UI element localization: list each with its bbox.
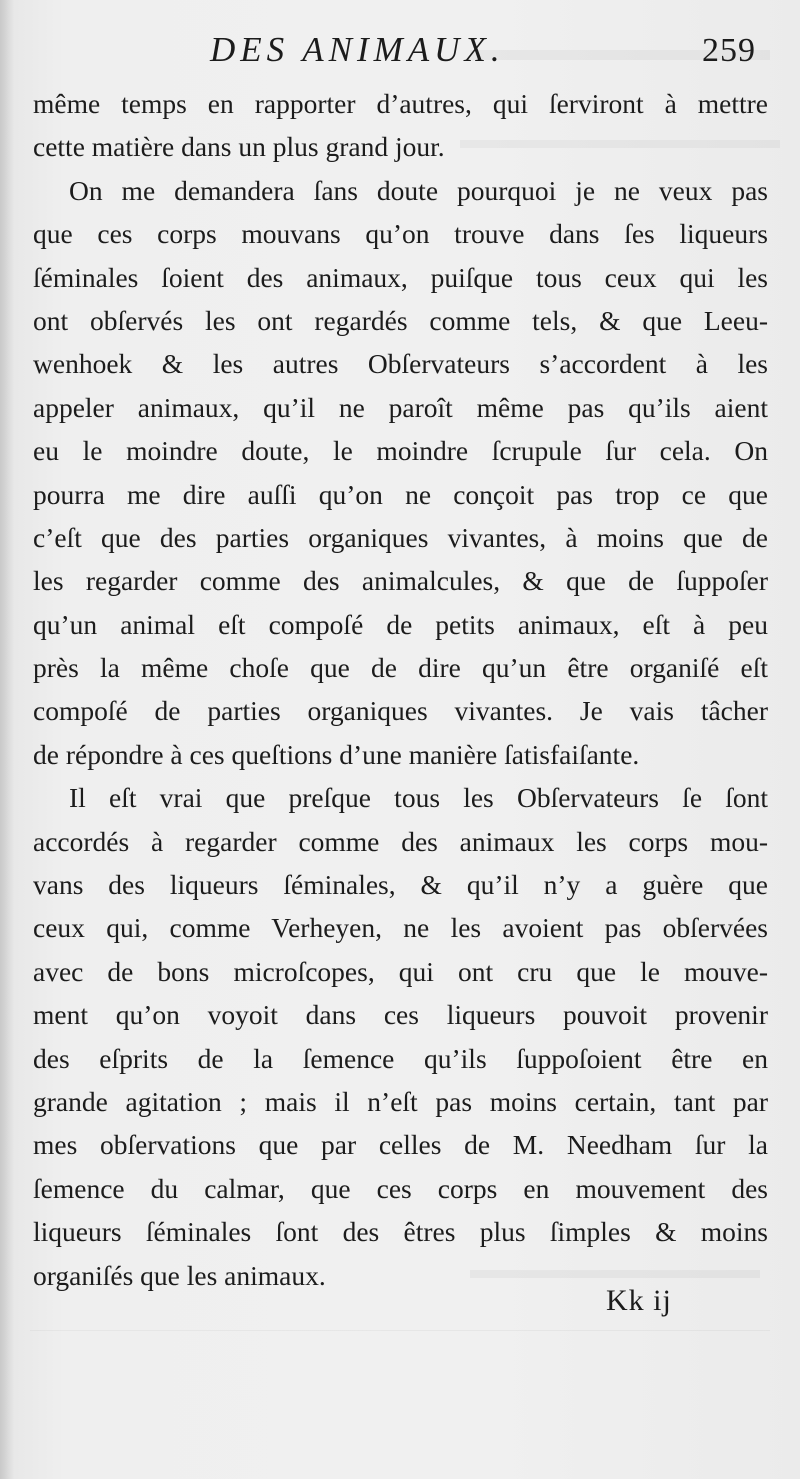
text-line: les regarder comme des animalcules, & que de ſuppoſer (33, 565, 768, 597)
text-line: compoſé de parties organiques vivantes. Je vais tâcher (33, 695, 768, 727)
gutter-shadow (0, 0, 14, 1479)
text-line: c’eſt que des parties organiques vivantes, à moins que de (33, 521, 768, 553)
text-line: qu’un animal eſt compoſé de petits animaux, eſt à peu (33, 608, 768, 640)
text-line: avec de bons microſcopes, qui ont cru que le mouve- (33, 955, 768, 987)
running-title: DES ANIMAUX. (210, 30, 505, 69)
text-line: que ces corps mouvans qu’on trouve dans ſes liqueurs (33, 218, 768, 250)
text-line: près la même choſe que de dire qu’un être organiſé eſt (33, 652, 768, 684)
text-line: organiſés que les animaux. (33, 1259, 326, 1291)
text-line: ſemence du calmar, que ces corps en mouvement des (33, 1172, 768, 1204)
catchword-signature: Kk ij (606, 1284, 672, 1317)
text-line: Il eſt vrai que preſque tous les Obſervateurs ſe ſont (69, 782, 768, 814)
text-line: des eſprits de la ſemence qu’ils ſuppoſoient être en (33, 1042, 768, 1074)
text-line: pourra me dire auſſi qu’on ne conçoit pas trop ce que (33, 478, 768, 510)
text-line: vans des liqueurs ſéminales, & qu’il n’y a guère que (33, 869, 768, 901)
text-line: mes obſervations que par celles de M. Needham ſur la (33, 1129, 768, 1161)
text-line: de répondre à ces queſtions d’une manière ſatisfaiſante. (33, 738, 640, 770)
text-line: grande agitation ; mais il n’eſt pas moins certain, tant par (33, 1085, 768, 1117)
body-text (33, 82, 768, 1297)
text-line: même temps en rapporter d’autres, qui ſerviront à mettre (33, 88, 768, 119)
text-line: liqueurs ſéminales ſont des êtres plus ſimples & moins (33, 1216, 768, 1248)
text-line: ont obſervés les ont regardés comme tels, & que Leeu- (33, 304, 768, 336)
page-number: 259 (702, 32, 756, 69)
text-line: eu le moindre doute, le moindre ſcrupule ſur cela. On (33, 435, 768, 467)
text-line: On me demandera ſans doute pourquoi je ne veux pas (69, 174, 768, 206)
text-line: appeler animaux, qu’il ne paroît même pas qu’ils aient (33, 391, 768, 423)
text-line: ſéminales ſoient des animaux, puiſque tous ceux qui les (33, 261, 768, 293)
running-head (0, 0, 800, 80)
text-line: cette matière dans un plus grand jour. (33, 131, 445, 163)
text-line: ment qu’on voyoit dans ces liqueurs pouvoit provenir (33, 999, 768, 1031)
text-line: accordés à regarder comme des animaux les corps mou- (33, 825, 768, 857)
text-line: wenhoek & les autres Obſervateurs s’accordent à les (33, 348, 768, 380)
text-line: ceux qui, comme Verheyen, ne les avoient pas obſervées (33, 912, 768, 944)
